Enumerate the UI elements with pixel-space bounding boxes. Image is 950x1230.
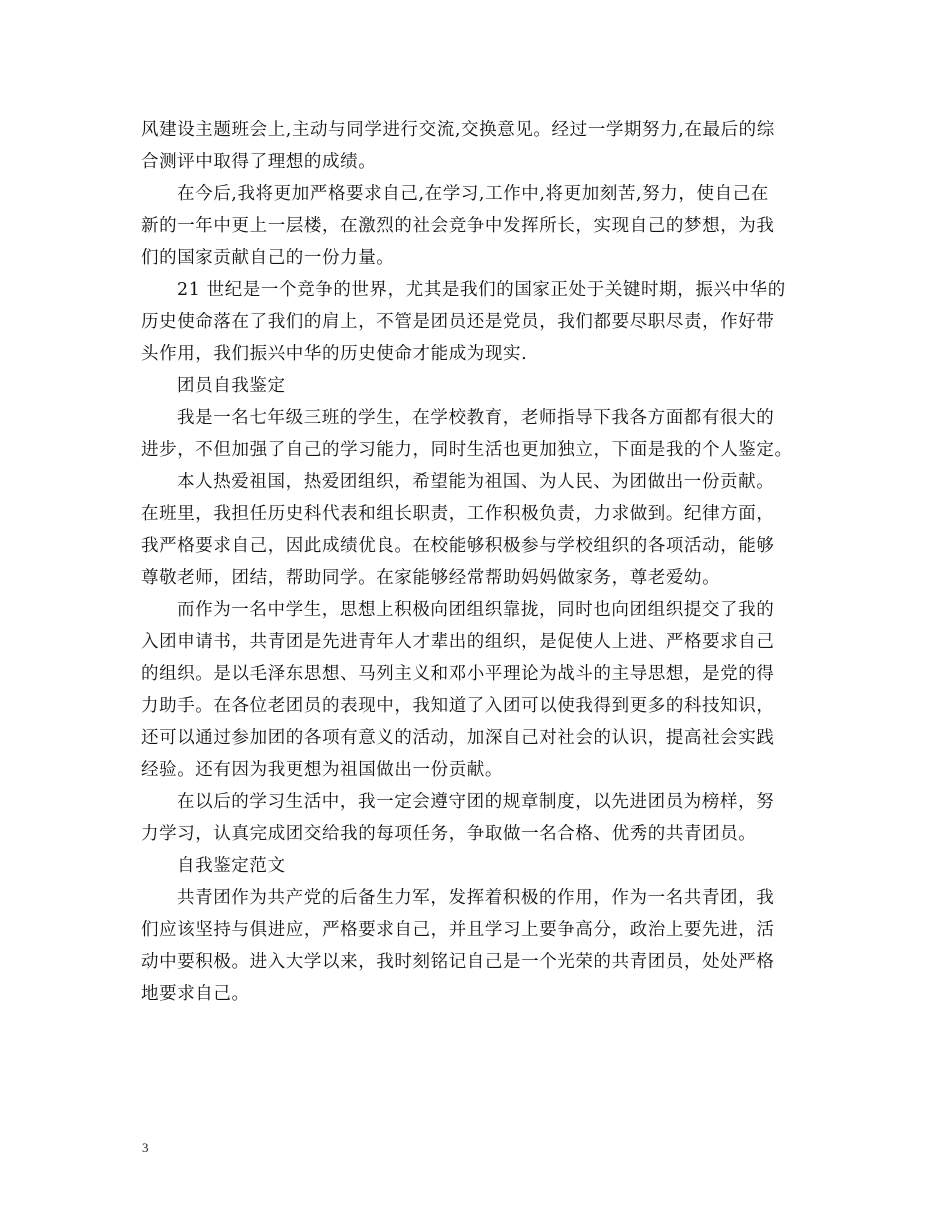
text-line: 自我鉴定范文 — [177, 856, 286, 876]
text-line: 还可以通过参加团的各项有意义的活动，加深自己对社会的认识，提高社会实践 — [141, 728, 775, 748]
text-line: 新的一年中更上一层楼，在激烈的社会竞争中发挥所长，实现自己的梦想，为我 — [141, 216, 775, 236]
text-line: 地要求自己。 — [141, 984, 250, 1004]
text-line: 在今后,我将更加严格要求自己,在学习,工作中,将更加刻苦,努力，使自己在 — [177, 184, 769, 204]
text-line: 团员自我鉴定 — [177, 376, 286, 396]
text-line: 共青团作为共产党的后备生力军，发挥着积极的作用，作为一名共青团，我 — [177, 888, 775, 908]
text-line: 而作为一名中学生，思想上积极向团组织靠拢，同时也向团组织提交了我的 — [177, 600, 775, 620]
text-line: 动中要积极。进入大学以来，我时刻铭记自己是一个光荣的共青团员，处处严格 — [141, 952, 775, 972]
document-body — [141, 114, 813, 1010]
text-line: 在班里，我担任历史科代表和组长职责，工作积极负责，力求做到。纪律方面， — [141, 504, 775, 524]
text-line: 风建设主题班会上,主动与同学进行交流,交换意见。经过一学期努力,在最后的综 — [141, 120, 775, 140]
text-line: 21 世纪是一个竞争的世界，尤其是我们的国家正处于关键时期，振兴中华的 — [177, 280, 786, 300]
text-line: 我是一名七年级三班的学生，在学校教育，老师指导下我各方面都有很大的 — [177, 408, 775, 428]
text-line: 历史使命落在了我们的肩上，不管是团员还是党员，我们都要尽职尽责，作好带 — [141, 312, 775, 332]
text-line: 尊敬老师，团结，帮助同学。在家能够经常帮助妈妈做家务，尊老爱幼。 — [141, 568, 721, 588]
text-line: 在以后的学习生活中，我一定会遵守团的规章制度，以先进团员为榜样，努 — [177, 792, 775, 812]
text-line: 入团申请书，共青团是先进青年人才辈出的组织，是促使人上进、严格要求自己 — [141, 632, 775, 652]
text-line: 经验。还有因为我更想为祖国做出一份贡献。 — [141, 760, 503, 780]
text-line: 我严格要求自己，因此成绩优良。在校能够积极参与学校组织的各项活动，能够 — [141, 536, 775, 556]
text-line: 们的国家贡献自己的一份力量。 — [141, 248, 395, 268]
text-line: 的组织。是以毛泽东思想、马列主义和邓小平理论为战斗的主导思想，是党的得 — [141, 664, 775, 684]
page-number: 3 — [142, 1140, 149, 1155]
text-line: 力助手。在各位老团员的表现中，我知道了入团可以使我得到更多的科技知识， — [141, 696, 775, 716]
text-line: 头作用，我们振兴中华的历史使命才能成为现实. — [141, 344, 528, 364]
text-line: 力学习，认真完成团交给我的每项任务，争取做一名合格、优秀的共青团员。 — [141, 824, 757, 844]
text-line: 进步，不但加强了自己的学习能力，同时生活也更加独立，下面是我的个人鉴定。 — [141, 440, 793, 460]
text-line: 合测评中取得了理想的成绩。 — [141, 152, 377, 172]
text-line: 们应该坚持与俱进应，严格要求自己，并且学习上要争高分，政治上要先进，活 — [141, 920, 775, 940]
text-line: 本人热爱祖国，热爱团组织，希望能为祖国、为人民、为团做出一份贡献。 — [177, 472, 775, 492]
